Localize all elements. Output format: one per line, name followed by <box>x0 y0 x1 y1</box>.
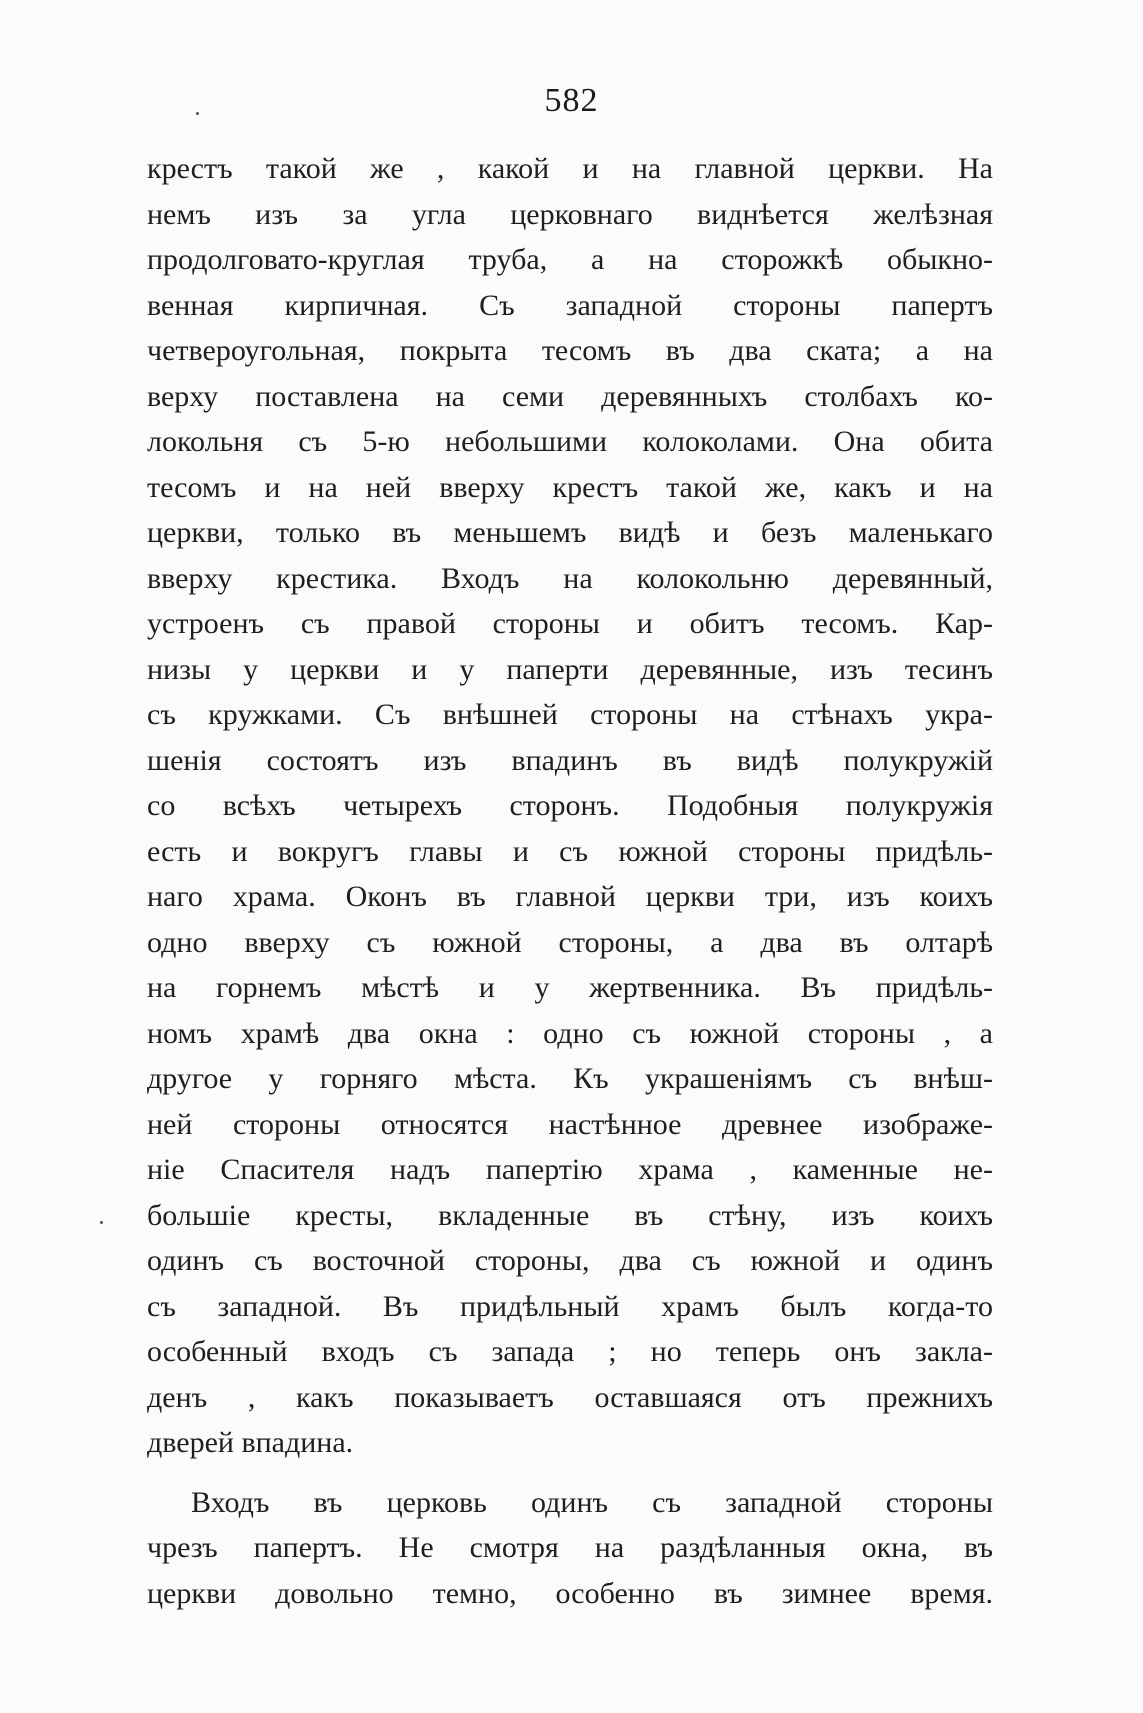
text-line: Входъ въ церковь одинъ съ западной стороны <box>191 1485 993 1519</box>
text-line: церкви, только въ меньшемъ видѣ и безъ маленькаго <box>147 516 993 549</box>
text-line: одно вверху съ южной стороны, а два въ олтарѣ <box>147 925 993 959</box>
text-line: четвероугольная, покрыта тесомъ въ два ската; а на <box>147 334 993 367</box>
text-line: наго храма. Оконъ въ главной церкви три, изъ коихъ <box>147 880 993 913</box>
text-line: ніе Спасителя надъ папертію храма , каменные не- <box>147 1153 993 1186</box>
ink-speck <box>100 1221 103 1224</box>
text-line: ней стороны относятся настѣнное древнее изображе- <box>147 1107 993 1141</box>
text-line: чрезъ папертъ. Не смотря на раздѣланныя окна, въ <box>147 1531 993 1564</box>
text-line: денъ , какъ показываетъ оставшаяся отъ прежнихъ <box>147 1380 993 1414</box>
text-line: немъ изъ за угла церковнаго виднѣется желѣзная <box>147 197 993 231</box>
text-line: венная кирпичная. Съ западной стороны папертъ <box>147 288 993 322</box>
text-line: церкви довольно темно, особенно въ зимнее время. <box>147 1576 993 1610</box>
body-text <box>147 146 993 1616</box>
text-line: съ кружками. Съ внѣшней стороны на стѣнахъ укра- <box>147 698 993 731</box>
text-line: дверей впадина. <box>147 1426 354 1459</box>
paragraph-gap <box>147 1466 993 1480</box>
text-line: съ западной. Въ придѣльный храмъ былъ когда-то <box>147 1289 993 1323</box>
page-number: 582 <box>544 82 599 119</box>
text-line: устроенъ съ правой стороны и обитъ тесомъ. Кар- <box>147 607 993 640</box>
text-line: есть и вокругъ главы и съ южной стороны придѣль- <box>147 834 993 868</box>
text-line: шенія состоятъ изъ впадинъ въ видѣ полукружій <box>147 743 993 777</box>
text-line: низы у церкви и у паперти деревянные, изъ тесинъ <box>147 652 993 686</box>
text-line: крестъ такой же , какой и на главной церкви. На <box>147 152 993 185</box>
text-line: локольня съ 5-ю небольшими колоколами. Она обита <box>147 425 993 458</box>
text-line: номъ храмѣ два окна : одно съ южной стороны , а <box>147 1016 993 1050</box>
paragraph-2 <box>147 1480 993 1617</box>
paragraph-1 <box>147 146 993 1466</box>
text-line: другое у горняго мѣста. Къ украшеніямъ съ внѣш- <box>147 1062 993 1095</box>
text-line: вверху крестика. Входъ на колокольню деревянный, <box>147 561 993 595</box>
text-line: особенный входъ съ запада ; но теперь онъ закла- <box>147 1335 993 1368</box>
text-line: верху поставлена на семи деревянныхъ столбахъ ко- <box>147 379 993 413</box>
text-line: большіе кресты, вкладенные въ стѣну, изъ коихъ <box>147 1198 993 1232</box>
text-line: тесомъ и на ней вверху крестъ такой же, какъ и на <box>147 470 993 504</box>
text-line: на горнемъ мѣстѣ и у жертвенника. Въ придѣль- <box>147 971 993 1004</box>
text-line: продолговато-круглая труба, а на сторожкѣ обыкно- <box>147 243 993 276</box>
text-line: одинъ съ восточной стороны, два съ южной и одинъ <box>147 1244 993 1277</box>
text-line: со всѣхъ четырехъ сторонъ. Подобныя полукружія <box>147 789 993 822</box>
